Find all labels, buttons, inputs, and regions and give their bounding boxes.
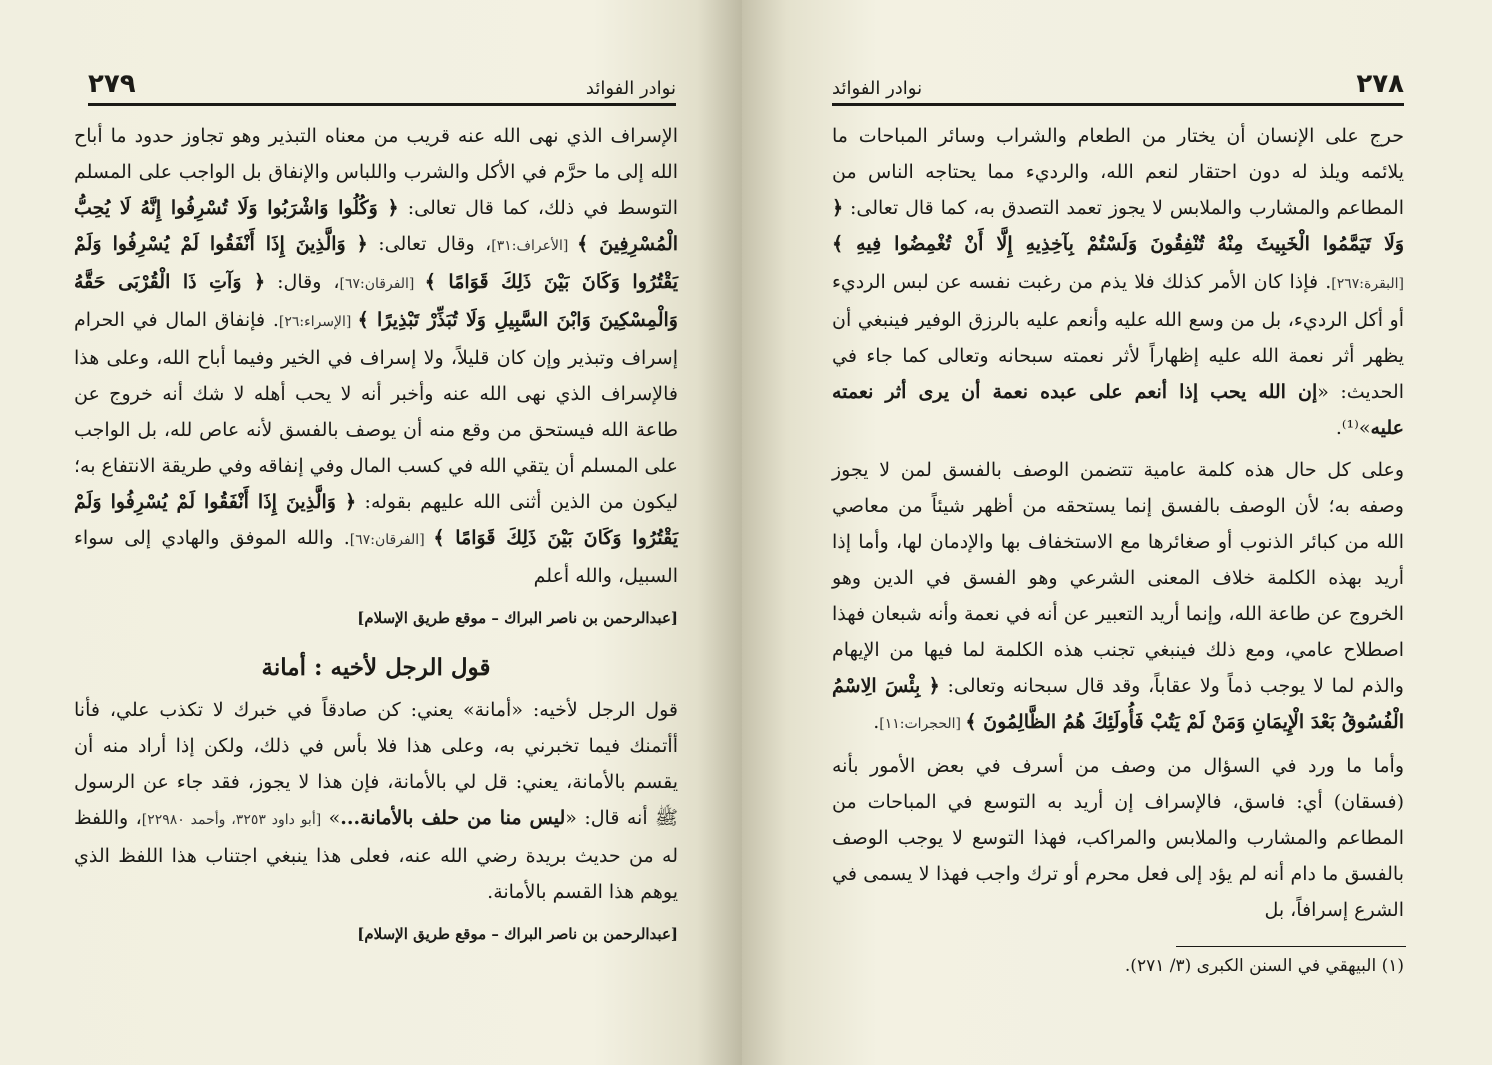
attribution: [عبدالرحمن بن ناصر البراك – موقع طريق الإسلام] [357,925,678,943]
citation-ref: [البقرة:٢٦٧] [1331,276,1404,292]
left-page-body [74,118,678,960]
quran-verse: ﴿ وَآتِ ذَا الْقُرْبَى حَقَّهُ وَالْمِسْكِينَ وَابْنَ السَّبِيلِ وَلَا تُبَذِّرْ تَبْذِيرًا ﴾ [74,271,678,331]
paragraph [832,748,1404,928]
left-paragraphs-2 [74,692,678,910]
text-segment: » [321,807,341,829]
text-segment: . فإذا كان الأمر كذلك فلا يذم من رغبت نفسه عن لبس الرديء أو أكل الرديء، بل من وسع الله عليه وأنعم عليه بالرزق الوفير فينبغي أن يظهر أثر نعمة الله عليه إظهاراً لأثر نعمته سبحانه وتعالى كما جاء في الحديث: « [832,271,1404,403]
left-page [0,0,742,1065]
text-segment: . والله الموفق والهادي إلى سواء السبيل، والله أعلم [74,527,678,587]
text-segment: »⁽¹⁾. [1335,417,1371,439]
left-page-header [88,62,676,106]
section-heading: قول الرجل لأخيه : أمانة [261,654,491,681]
paragraph [832,452,1404,742]
right-page-header [832,62,1404,106]
quran-verse: ﴿ وَكُلُوا وَاشْرَبُوا وَلَا تُسْرِفُوا إِنَّهُ لَا يُحِبُّ الْمُسْرِفِينَ ﴾ [74,197,679,255]
paragraph [74,118,678,594]
right-paragraphs [832,118,1404,928]
text-segment: الإسراف الذي نهى الله عنه قريب من معناه التبذير وهو تجاوز حدود ما أباح الله إلى ما حرَّم في الأكل والشرب واللباس والإنفاق بل الواجب على المسلم التوسط في ذلك، كما قال تعالى: [74,125,678,219]
quran-verse: ﴿ وَالَّذِينَ إِذَا أَنْفَقُوا لَمْ يُسْرِفُوا وَلَمْ يَقْتُرُوا وَكَانَ بَيْنَ ذَلِكَ قَوَامًا ﴾ [74,233,678,293]
left-paragraphs [74,118,678,594]
text-segment: ، واللفظ له من حديث بريدة رضي الله عنه، فعلى هذا ينبغي اجتناب هذا اللفظ الذي يوهم هذا القسم بالأمانة. [74,807,678,903]
citation-ref: [الحجرات:١١] [879,716,966,732]
quran-verse: ﴿ وَلَا تَيَمَّمُوا الْخَبِيثَ مِنْهُ تُنْفِقُونَ وَلَسْتُمْ بِآخِذِيهِ إِلَّا أَنْ تُغْمِضُوا فِيهِ ﴾ [832,197,1404,255]
right-page-body [832,118,1404,934]
text-segment: . فإنفاق المال في الحرام إسراف وتبذير وإن كان قليلاً، ولا إسراف في الخير وفيما أباح الله، وعلى هذا فالإسراف الذي نهى الله عنه وأخبر أنه لا يحب أهله لا شك أنه خروج عن طاعة الله فيستحق من وقع منه أن يوصف بالفسق لأنه عاص لله، بل الواجب على المسلم أن يتقي الله في كسب المال وفي إنفاقه وفي طريقة الانتفاع به؛ ليكون من الذين أثنى الله عليهم بقوله: [74,309,678,513]
text-segment: . [873,711,880,733]
attribution: [عبدالرحمن بن ناصر البراك – موقع طريق الإسلام] [357,609,678,627]
text-segment: حرج على الإنسان أن يختار من الطعام والشراب وسائر المباحات ما يلائمه ويلذ له دون احتقار لنعم الله، والرديء مما يحتاجه الناس من المطاعم والمشارب والملابس لا يجوز تعمد التصدق به، كما قال تعالى: [832,125,1404,219]
hadith-text: ليس منا من حلف بالأمانة... [340,807,566,829]
citation-ref: [الفرقان:٦٧] [339,276,425,292]
paragraph [832,118,1404,446]
text-segment: وأما ما ورد في السؤال من وصف من أسرف في بعض الأمور بأنه (فسقان) أي: فاسق، فالإسراف إن أريد به التوسع في المباحات من المطاعم والمشارب والملابس والمراكب، فهذا التوسع لا يوجب الوصف بالفسق ما دام أنه لم يؤد إلى فعل محرم أو ترك واجب فهذا لا يسمى في الشرع إسرافاً، بل [832,755,1404,921]
citation-ref: [الإسراء:٢٦] [278,314,358,330]
quran-verse: ﴿ وَالَّذِينَ إِذَا أَنْفَقُوا لَمْ يُسْرِفُوا وَلَمْ يَقْتُرُوا وَكَانَ بَيْنَ ذَلِكَ قَوَامًا ﴾ [74,491,678,549]
citation-ref: [الفرقان:٦٧] [349,532,434,548]
running-title: نوادر الفوائد [585,78,676,99]
footnote-rule [1176,946,1406,947]
text-segment: وعلى كل حال هذه كلمة عامية تتضمن الوصف بالفسق لمن لا يجوز وصفه به؛ لأن الوصف بالفسق إنما يستحقه من أظهر شيئاً من معاصي الله من كبائر الذنوب أو صغائرها مع الاستخفاف بها والإدمان لها، وأما إذا أريد بهذه الكلمة خلاف المعنى الشرعي وهو الفسق في الدين وهو الخروج عن طاعة الله، وإنما أريد التعبير عن أنه في نعمة وأنه شبعان فهذا اصطلاح عامي، ومع ذلك فينبغي تجنب هذه الكلمة لما فيها من الإيهام والذم لما لا يوجب ذماً ولا عقاباً، وقد قال سبحانه وتعالى: [832,459,1404,697]
footnote: (١) البيهقي في السنن الكبرى (٣/ ٢٧١). [1124,956,1404,976]
running-title: نوادر الفوائد [832,78,923,99]
text-segment: ، وقال تعالى: [367,233,492,255]
page-number: ٢٧٩ [88,69,136,99]
text-segment: قول الرجل لأخيه: «أمانة» يعني: كن صادقاً في خبرك لا تكذب علي، فأنا أأتمنك فيما تخبرني به، وعلى هذا فلا بأس في ذلك، ولكن إذا أراد منه أن يقسم بالأمانة، يعني: قل لي بالأمانة، فإن هذا لا يجوز، فقد جاء عن الرسول ﷺ أنه قال: « [74,699,678,829]
citation-ref: [الأعراف:٣١] [491,238,578,254]
citation-ref: [أبو داود ٣٢٥٣، وأحمد ٢٢٩٨٠] [141,812,322,828]
quran-verse: ﴿ بِئْسَ الِاسْمُ الْفُسُوقُ بَعْدَ الْإِيمَانِ وَمَنْ لَمْ يَتُبْ فَأُولَئِكَ هُمُ الظَّالِمُونَ ﴾ [832,675,1404,733]
hadith-text: إن الله يحب إذا أنعم على عبده نعمة أن يرى أثر نعمته عليه [832,381,1404,439]
text-segment: ، وقال: [265,271,340,293]
paragraph [74,692,678,910]
page-number: ٢٧٨ [1356,69,1404,99]
right-page [742,0,1492,1065]
